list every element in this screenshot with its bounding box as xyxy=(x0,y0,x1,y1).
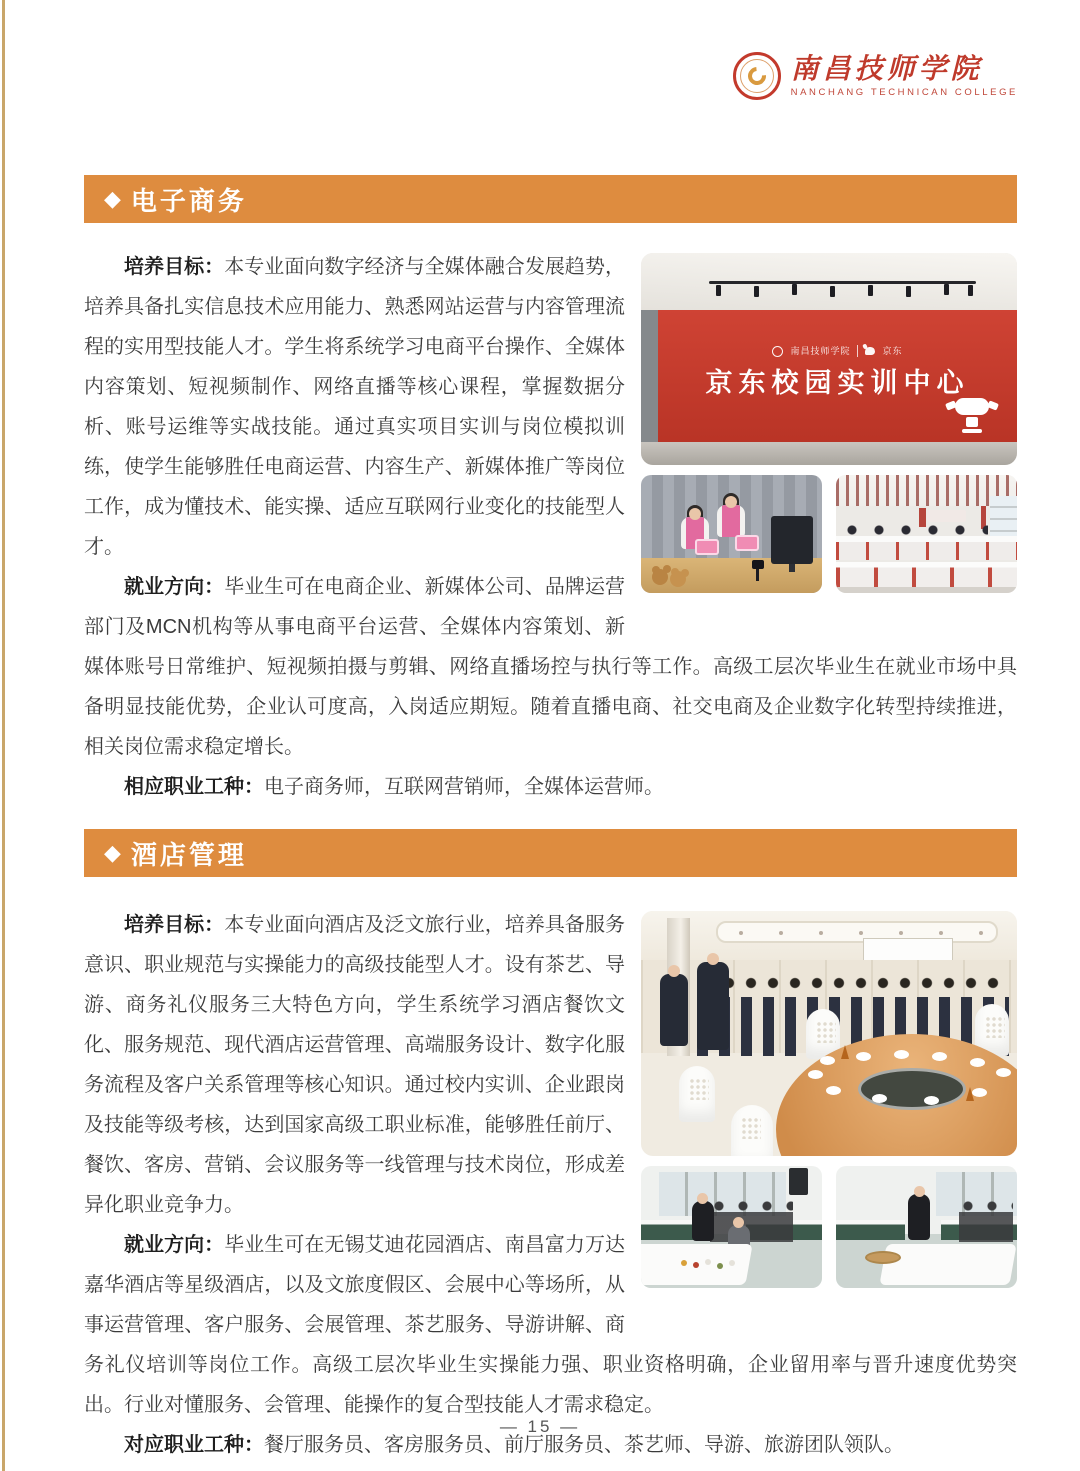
section-title: 电子商务 xyxy=(130,185,247,216)
paragraph-text: 本专业面向数字经济与全媒体融合发展趋势，培养具备扎实信息技术应用能力、熟悉网站运营与内容管理流程的实用型技能人才。学生将系统学习电商平台操作、全媒体内容策划、短视频制作、网络直播等核心课程，掌握数据分析、账号运维等实战技能。通过真实项目实训与岗位模拟训练，使学生能够胜任电商运营、内容生产、新媒体推广等岗位工作，成为懂技术、能实操、适应互联网行业变化的技能型人才。 xyxy=(84,256,626,558)
skirted-table xyxy=(836,1220,905,1241)
ceiling-light-tray xyxy=(716,921,998,943)
paragraph-label: 培养目标： xyxy=(124,256,225,278)
watching-students xyxy=(710,1200,793,1241)
college-logo xyxy=(733,52,1018,100)
jd-mascot-icon xyxy=(950,398,994,440)
chair-cover xyxy=(731,1105,773,1156)
photo-row-hotel xyxy=(641,1166,1017,1288)
demonstrating-teacher xyxy=(908,1186,930,1240)
diamond-icon: ◆ xyxy=(104,186,121,211)
promo-sign xyxy=(735,535,759,551)
section-banner-ecommerce xyxy=(84,175,1017,223)
jd-wall-title: 京东校园实训中心 xyxy=(705,367,970,398)
jd-brand-text: 京东 xyxy=(882,346,903,357)
livestream-host xyxy=(717,496,745,537)
photo-banquet-training xyxy=(641,911,1017,1156)
wall-college-name: 南昌技师学院 xyxy=(790,346,851,357)
studio-camera xyxy=(752,560,764,569)
demonstrating-teacher xyxy=(692,1193,714,1241)
demo-table xyxy=(879,1244,1017,1285)
lab-desk-row xyxy=(836,536,1017,560)
paragraph-text: 餐厅服务员、客房服务员、前厅服务员、茶艺师、导游、旅游团队领队。 xyxy=(264,1434,904,1456)
photo-service-training-1 xyxy=(641,1166,822,1288)
paragraph-text: 本专业面向酒店及泛文旅行业，培养具备服务意识、职业规范与实操能力的高级技能型人才。设有茶艺、导游、商务礼仪服务三大特色方向，学生系统学习酒店餐饮文化、服务规范、现代酒店运营管理、高端服务设计、数字化服务流程及客户关系管理等核心知识。通过校内实训、企业跟岗及技能等级考核，达到国家高级工职业标准，能够胜任前厅、餐饮、客房、营销、会议服务等一线管理与技术岗位，形成差异化职业竞争力。 xyxy=(84,914,626,1216)
demo-table xyxy=(641,1244,753,1285)
photo-side-wall xyxy=(641,310,658,441)
photo-computer-lab xyxy=(836,475,1017,593)
photo-column-ecommerce xyxy=(641,253,1017,593)
college-seal-icon xyxy=(733,52,781,100)
paragraph-occupations xyxy=(84,767,1017,807)
napkin-cone xyxy=(966,1087,974,1101)
page-number: — 15 — xyxy=(499,1417,581,1436)
paragraph-label: 相应职业工种： xyxy=(124,776,264,798)
photo-floor xyxy=(641,442,1017,465)
divider xyxy=(857,345,858,357)
instructor xyxy=(697,953,729,1050)
lazy-susan xyxy=(858,1068,966,1110)
paragraph-label: 就业方向： xyxy=(124,1234,225,1256)
lab-floor xyxy=(836,587,1017,593)
paragraph-label: 就业方向： xyxy=(124,576,225,598)
page-header xyxy=(0,0,1080,100)
napkin-cone xyxy=(841,1045,849,1059)
wall-speaker xyxy=(789,1168,807,1195)
photo-jd-training-center xyxy=(641,253,1017,465)
chair-cover xyxy=(679,1066,715,1122)
lab-desk-row xyxy=(836,562,1017,588)
jd-dog-icon xyxy=(865,347,875,355)
photo-ceiling xyxy=(641,253,1017,317)
paragraph-label: 培养目标： xyxy=(124,914,225,936)
section-body-ecommerce xyxy=(84,247,1017,807)
photo-row-ecommerce xyxy=(641,475,1017,593)
ceiling-lights xyxy=(739,931,743,935)
woven-tray xyxy=(865,1251,901,1264)
plush-toys xyxy=(652,569,668,585)
college-seal-icon xyxy=(772,346,783,357)
paragraph-label: 对应职业工种： xyxy=(124,1434,264,1456)
college-name-cn: 南昌技师学院 xyxy=(790,51,983,85)
paragraph-text: 电子商务师，互联网营销师，全媒体运营师。 xyxy=(264,776,664,798)
college-name-en: NANCHANG TECHNICAN COLLEGE xyxy=(790,87,1018,99)
paragraph-employment xyxy=(84,567,1017,767)
college-logo-text xyxy=(790,51,1018,99)
photo-service-training-2 xyxy=(836,1166,1017,1288)
section-title: 酒店管理 xyxy=(130,839,247,870)
promo-sign xyxy=(695,539,719,555)
student-left xyxy=(660,965,688,1046)
track-light-bar xyxy=(709,281,976,284)
table-items xyxy=(681,1260,687,1266)
section-banner-hotel xyxy=(84,829,1017,877)
studio-monitor xyxy=(771,516,813,563)
paragraph-text: 毕业生可在电商企业、新媒体公司、品牌运营部门及MCN机构等从事电商平台运营、全媒体内容策划、新媒体账号日常维护、短视频拍摄与剪辑、网络直播场控与执行等工作。高级工层次毕业生在就业市场中具备明显技能优势，企业认可度高，入岗适应期短。随着直播电商、社交电商及企业数字化转型持续推进，相关岗位需求稳定增长。 xyxy=(84,576,1017,758)
lab-wall-banner xyxy=(927,510,967,522)
watching-students xyxy=(959,1200,1013,1241)
paragraph-text: 毕业生可在无锡艾迪花园酒店、南昌富力万达嘉华酒店等星级酒店，以及文旅度假区、会展中心等场所，从事运营管理、客户服务、会展管理、茶艺服务、导游讲解、商务礼仪培训等岗位工作。高级工层次毕业生实操能力强、职业资格明确，企业留用率与晋升速度优势突出。行业对懂服务、会管理、能操作的复合型技能人才需求稳定。 xyxy=(84,1234,1017,1416)
track-lights xyxy=(716,285,721,296)
section-body-hotel xyxy=(84,905,1017,1465)
page-edge-gold-line xyxy=(2,0,5,1471)
photo-livestream-studio xyxy=(641,475,822,593)
diamond-icon: ◆ xyxy=(104,840,121,865)
photo-column-hotel xyxy=(641,911,1017,1288)
place-settings xyxy=(820,1056,835,1065)
